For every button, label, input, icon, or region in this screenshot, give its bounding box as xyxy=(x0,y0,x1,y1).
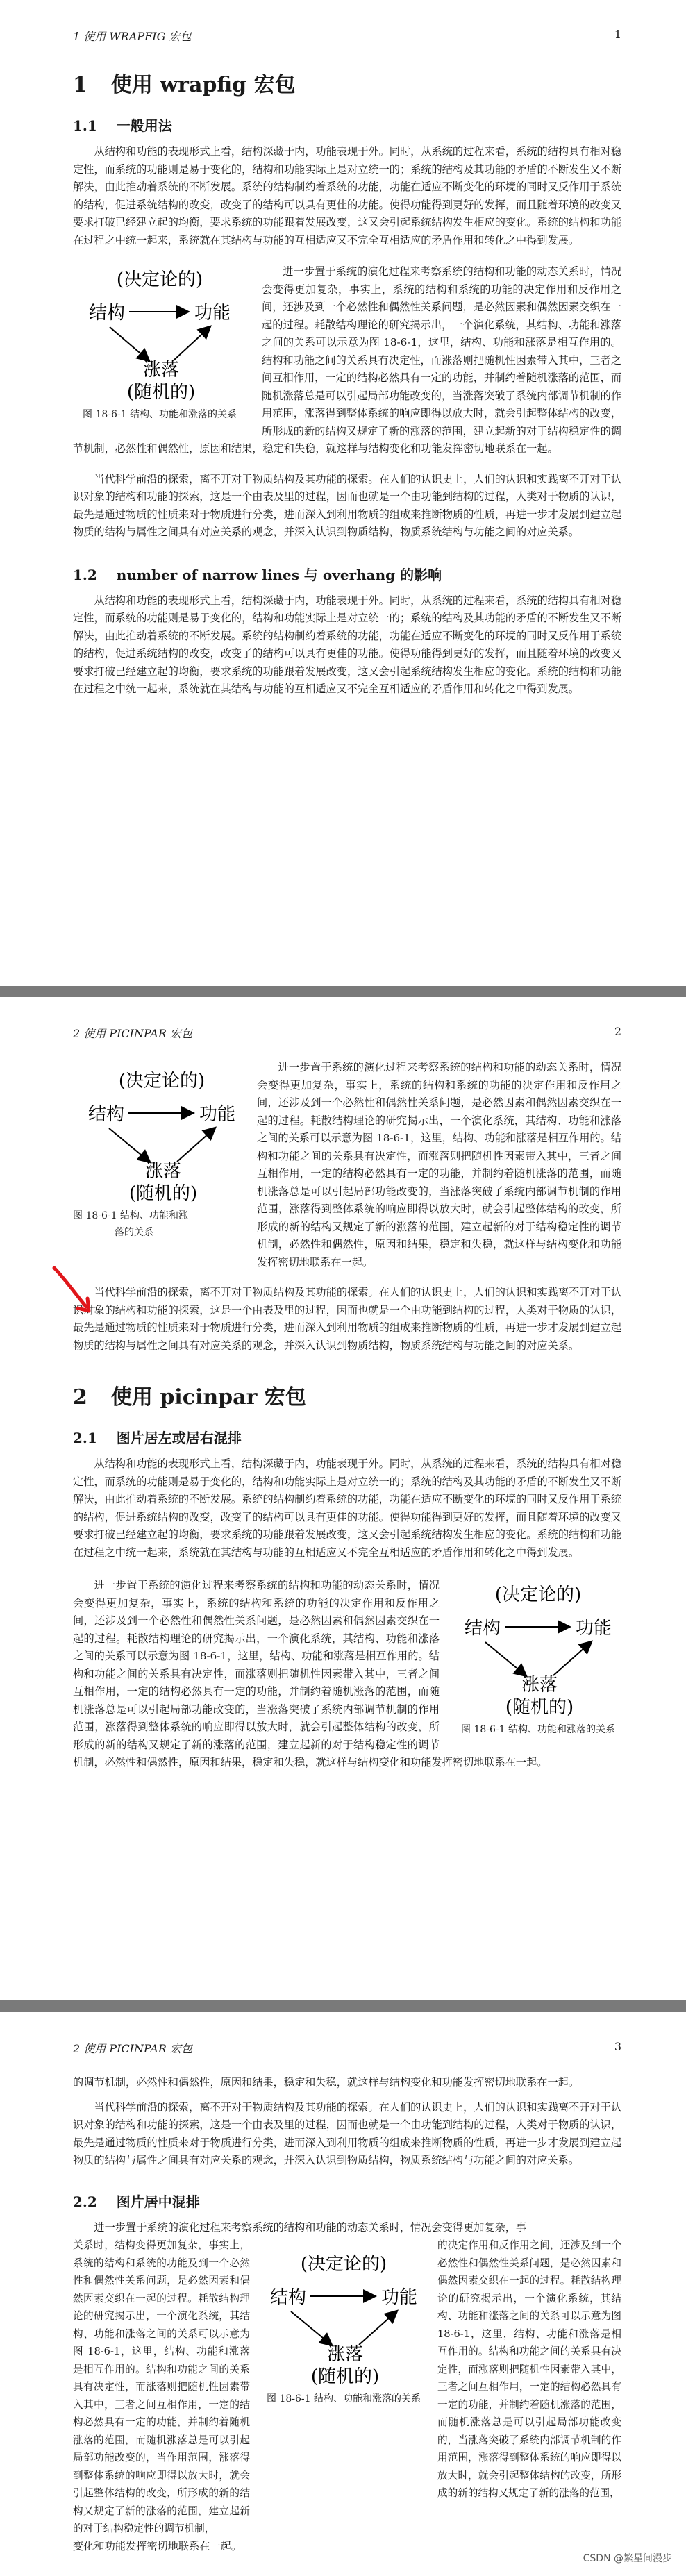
figure xyxy=(455,1580,621,1738)
header-title: 1 使用 WRAPFIG 宏包 xyxy=(73,30,192,43)
section-heading: 2 使用 picinpar 宏包 xyxy=(73,1385,306,1410)
structure-function-fluctuation-diagram xyxy=(257,2249,430,2388)
paragraph: 当代科学前沿的探索，离不开对于物质结构及其功能的探索。在人们的认识史上，人们的认识和实践离不开对于认识对象的结构和功能的探索，这是一个由表及里的过程，因而也就是一个由功能到结构的过程，人类对于物质的认识，最先是通过物质的性质来对于物质进行分类，进而深入到利用物质的组成来推断物质的性质，再进一步才发展到建立起物质的结构与属性之间具有对应关系的观念，并深入认识到物质结构，物质系统结构与功能之间的对应关系。 xyxy=(73,2100,621,2166)
diagram-right-label: 功能 xyxy=(575,1618,612,1639)
arrow-icon xyxy=(110,327,149,360)
paragraph: 从结构和功能的表现形式上看，结构深藏于内，功能表现于外。同时，从系统的过程来看，系统的结构具有相对稳定性，而系统的功能则是易于变化的，结构和功能实际上是对立统一的；系统的结构及其功能的矛盾的不断发生又不断解决，由此推动着系统的不断发展。系统的结构制约着系统的功能，功能在适应不断变化的环境的同时又反作用于系统的结构，促进系统结构的改变，改变了的结构可以具有更佳的功能。使得功能得到更好的发挥，而且随着环境的改变又要求打破已经建立起的均衡，要求系统的功能跟着发展改变，这又会引起系统结构发生相应的变化。系统的结构和功能在过程之中统一起来，系统就在其结构与功能的互相适应又不完全互相适应的矛盾作用和转化之中得到发展。 xyxy=(73,1457,621,1559)
diagram-bottom-sublabel: (随机的) xyxy=(505,1697,574,1718)
arrow-icon xyxy=(109,1128,149,1162)
paragraph: 从结构和功能的表现形式上看，结构深藏于内，功能表现于外。同时，从系统的过程来看，系统的结构具有相对稳定性，而系统的功能则是易于变化的，结构和功能实际上是对立统一的；系统的结构及其功能的矛盾的不断发生又不断解决，由此推动着系统的不断发展。系统的结构制约着系统的功能，功能在适应不断变化的环境的同时又反作用于系统的结构，促进系统结构的改变，改变了的结构可以具有更佳的功能。使得功能得到更好的发挥，而且随着环境的改变又要求打破已经建立起的均衡，要求系统的功能跟着发展改变，这又会引起系统结构发生相应的变化。系统的结构和功能在过程之中统一起来，系统就在其结构与功能的互相适应又不完全互相适应的矛盾作用和转化之中得到发展。 xyxy=(73,145,621,246)
header-title: 2 使用 PICINPAR 宏包 xyxy=(73,1027,192,1040)
running-header xyxy=(73,28,621,44)
watermark: CSDN @繁星间漫步 xyxy=(583,2553,672,2564)
figure xyxy=(73,265,246,423)
center-wrap-layout xyxy=(73,2236,621,2538)
diagram-left-label: 结构 xyxy=(465,1618,501,1639)
figure xyxy=(73,1066,250,1241)
paragraph: 进一步置于系统的演化过程来考察系统的结构和功能的动态关系时，情况会变得更加复杂，事实上，系统的结构和系统的功能的决定作用和反作用之间，还涉及到一个必然性和偶然性关系问题，是必然因素和偶然因素交织在一起的过程。耗散结构理论的研究揭示出，一个演化系统，其结构、功能和涨落之间的关系可以示意为图 18-6-1，这里，结构、功能和涨落是相互作用的。结构和功能之间的关系具有决定性，而涨落则把随机性因素带入其中，三者之间互相作用，一定的结构必然具有一定的功能，并制约着随机涨落的范围，而随机涨落总是可以引起局部功能改变的，当涨落突破了系统内部调节机制的作用范围，涨落得到整体系统的响应即得以放大时，就会引起整体结构的改变，所形成的新的结构又规定了新的涨落的范围，建立起新的对于结构稳定性的调节机制，必然性和偶然性，原因和结果，稳定和失稳，就这样与结构变化和功能发挥密切地联系在一起。 xyxy=(73,265,621,455)
page-number: 3 xyxy=(614,2040,621,2053)
running-header xyxy=(73,1025,621,1041)
header-title: 2 使用 PICINPAR 宏包 xyxy=(73,2042,192,2055)
diagram-bottom-label: 涨落 xyxy=(144,1161,181,1182)
paragraph: 进一步置于系统的演化过程来考察系统的结构和功能的动态关系时，情况会变得更加复杂，事实上，系统的结构和系统的功能的决定作用和反作用之间，还涉及到一个必然性和偶然性关系问题，是必然因素和偶然因素交织在一起的过程。耗散结构理论的研究揭示出，一个演化系统，其结构、功能和涨落之间的关系可以示意为图 18-6-1，这里，结构、功能和涨落是相互作用的。结构和功能之间的关系具有决定性，而涨落则把随机性因素带入其中，三者之间互相作用，一定的结构必然具有一定的功能，并制约着随机涨落的范围，而随机涨落总是可以引起局部功能改变的，当涨落突破了系统内部调节机制的作用范围，涨落得到整体系统的响应即得以放大时，就会引起整体结构的改变，所形成的新的结构又规定了新的涨落的范围，建立起新的对于结构稳定性的调节机制，必然性和偶然性，原因和结果，稳定和失稳，就这样与结构变化和功能发挥密切地联系在一起。 xyxy=(73,1579,548,1768)
diagram-bottom-sublabel: (随机的) xyxy=(128,1183,197,1204)
structure-function-fluctuation-diagram xyxy=(75,1066,249,1205)
section-heading: 1 使用 wrapfig 宏包 xyxy=(73,73,296,97)
arrow-icon xyxy=(174,327,210,360)
figure xyxy=(250,2236,437,2538)
paragraph: 的调节机制，必然性和偶然性，原因和结果，稳定和失稳，就这样与结构变化和功能发挥密切地联系在一起。 xyxy=(73,2076,579,2089)
diagram-top-label: (决定论的) xyxy=(118,1071,205,1092)
red-annotation-arrow-icon xyxy=(50,1264,99,1319)
diagram-bottom-label: 涨落 xyxy=(142,360,180,380)
diagram-left-label: 结构 xyxy=(89,303,126,324)
subsection-heading: 2.2 图片居中混排 xyxy=(73,2193,200,2210)
paragraph: 进一步置于系统的演化过程来考察系统的结构和功能的动态关系时，情况会变得更加复杂，事 xyxy=(94,2220,527,2234)
paragraph: 当代科学前沿的探索，离不开对于物质结构及其功能的探索。在人们的认识史上，人们的认识和实践离不开对于认识对象的结构和功能的探索，这是一个由表及里的过程，因而也就是一个由功能到结构的过程，人类对于物质的认识，最先是通过物质的性质来对于物质进行分类，进而深入到利用物质的组成来推断物质的性质，再进一步才发展到建立起物质的结构与属性之间具有对应关系的观念，并深入认识到物质结构，物质系统结构与功能之间的对应关系。 xyxy=(73,472,621,538)
page-1 xyxy=(0,0,686,986)
diagram-left-label: 结构 xyxy=(87,1104,124,1125)
figure-caption: 图 18-6-1 结构、功能和涨落的关系 xyxy=(83,409,237,420)
structure-function-fluctuation-diagram xyxy=(76,265,243,403)
paragraph: 当代科学前沿的探索，离不开对于物质结构及其功能的探索。在人们的认识史上，人们的认识和实践离不开对于认识对象的结构和功能的探索，这是一个由表及里的过程，因而也就是一个由功能到结构的过程，人类对于物质的认识，最先是通过物质的性质来对于物质进行分类，进而深入到利用物质的组成来推断物质的性质，再进一步才发展到建立起物质的结构与属性之间具有对应关系的观念，并深入认识到物质结构，物质系统结构与功能之间的对应关系。 xyxy=(73,1286,621,1352)
subsection-heading: 2.1 图片居左或居右混排 xyxy=(73,1430,242,1446)
paragraph: 从结构和功能的表现形式上看，结构深藏于内，功能表现于外。同时，从系统的过程来看，系统的结构具有相对稳定性，而系统的功能则是易于变化的，结构和功能实际上是对立统一的；系统的结构及其功能的矛盾的不断发生又不断解决，由此推动着系统的不断发展。系统的结构制约着系统的功能，功能在适应不断变化的环境的同时又反作用于系统的结构，促进系统结构的改变，改变了的结构可以具有更佳的功能。使得功能得到更好的发挥，而且随着环境的改变又要求打破已经建立起的均衡，要求系统的功能跟着发展改变，这又会引起系统结构发生相应的变化。系统的结构和功能在过程之中统一起来，系统就在其结构与功能的互相适应又不完全互相适应的矛盾作用和转化之中得到发展。 xyxy=(73,594,621,695)
arrow-icon xyxy=(177,1128,215,1162)
page-number: 1 xyxy=(614,28,621,41)
subsection-heading: 1.1 一般用法 xyxy=(73,117,172,134)
diagram-bottom-sublabel: (随机的) xyxy=(126,382,196,403)
page-3 xyxy=(0,2012,686,2576)
figure-caption: 图 18-6-1 结构、功能和涨落的关系 xyxy=(461,1724,615,1735)
diagram-bottom-sublabel: (随机的) xyxy=(310,2366,380,2387)
paragraph-right-column: 的决定作用和反作用之间，还涉及到一个必然性和偶然性关系问题，是必然因素和偶然因素交织在一起的过程。耗散结构理论的研究揭示出，一个演化系统，其结构、功能和涨落之间的关系可以示意为图 18-6-1，这里，结构、功能和涨落是相互作用的。结构和功能之间的关系具有决定性，而涨落则把随机性因素带入其中，三者之间互相作用，一定的结构必然具有一定的功能，并制约着随机涨落的范围，而随机涨落总是可以引起局部功能改变的，当涨落突破了系统内部调节机制的作用范围，涨落得到整体系统的响应即得以放大时，就会引起整体结构的改变，所形成的新的结构又规定了新的涨落的范围， xyxy=(437,2239,621,2499)
paragraph-left-column: 关系时，结构变得更加复杂，事实上，系统的结构和系统的功能及到一个必然性和偶然性关系问题，是必然因素和偶然因素交织在一起的过程。耗散结构理论的研究揭示出，一个演化系统，其结构、功能和涨落之间的关系可以示意为图 18-6-1，这里，结构、功能和涨落是相互作用的。结构和功能之间的关系具有决定性，而涨落则把随机性因素带入其中，三者之间互相作用，一定的结构必然具有一定的功能，并制约着随机涨落的范围，而随机涨落总是可以引起局部功能改变的，当作用范围，涨落得到整体系统的响应即得以放大时，就会引起整体结构的改变，所形成的新的结构又规定了新的涨落的范围，建立起新的对于结构稳定性的调节机制， xyxy=(73,2239,250,2534)
figure-caption: 图 18-6-1 结构、功能和涨 落的关系 xyxy=(73,1210,188,1238)
paragraph: 变化和功能发挥密切地联系在一起。 xyxy=(73,2539,242,2552)
diagram-right-label: 功能 xyxy=(199,1104,235,1125)
arrow-icon xyxy=(359,2311,396,2345)
page-separator xyxy=(0,986,686,997)
page-number: 2 xyxy=(614,1025,621,1038)
diagram-bottom-label: 涨落 xyxy=(326,2344,364,2365)
structure-function-fluctuation-diagram xyxy=(455,1580,621,1718)
diagram-left-label: 结构 xyxy=(270,2287,307,2308)
diagram-right-label: 功能 xyxy=(380,2287,417,2308)
diagram-top-label: (决定论的) xyxy=(494,1584,582,1605)
diagram-bottom-label: 涨落 xyxy=(521,1675,558,1696)
page-separator xyxy=(0,2000,686,2012)
arrow-icon xyxy=(291,2311,331,2345)
running-header xyxy=(73,2040,621,2056)
paragraph: 进一步置于系统的演化过程来考察系统的结构和功能的动态关系时，情况会变得更加复杂，事实上，系统的结构和系统的功能的决定作用和反作用之间，还涉及到一个必然性和偶然性关系问题，是必然因素和偶然因素交织在一起的过程。耗散结构理论的研究揭示出，一个演化系统，其结构、功能和涨落之间的关系可以示意为图 18-6-1，这里，结构、功能和涨落是相互作用的。结构和功能之间的关系具有决定性，而涨落则把随机性因素带入其中，三者之间互相作用，一定的结构必然具有一定的功能，并制约着随机涨落的范围，而随机涨落总是可以引起局部功能改变的，当涨落突破了系统内部调节机制的作用范围，涨落得到整体系统的响应即得以放大时，就会引起整体结构的改变，所形成的新的结构又规定了新的涨落的范围，建立起新的对于结构稳定性的调节机制，必然性和偶然性，原因和结果，稳定和失稳，就这样与结构变化和功能发挥密切地联系在一起。 xyxy=(257,1061,621,1269)
diagram-top-label: (决定论的) xyxy=(116,269,203,290)
diagram-top-label: (决定论的) xyxy=(300,2254,387,2275)
page-2 xyxy=(0,997,686,2000)
subsection-heading: 1.2 number of narrow lines 与 overhang 的影响 xyxy=(73,566,442,583)
diagram-right-label: 功能 xyxy=(194,303,231,324)
figure-caption: 图 18-6-1 结构、功能和涨落的关系 xyxy=(267,2393,421,2404)
arrow-icon xyxy=(553,1642,591,1675)
arrow-icon xyxy=(485,1642,526,1675)
